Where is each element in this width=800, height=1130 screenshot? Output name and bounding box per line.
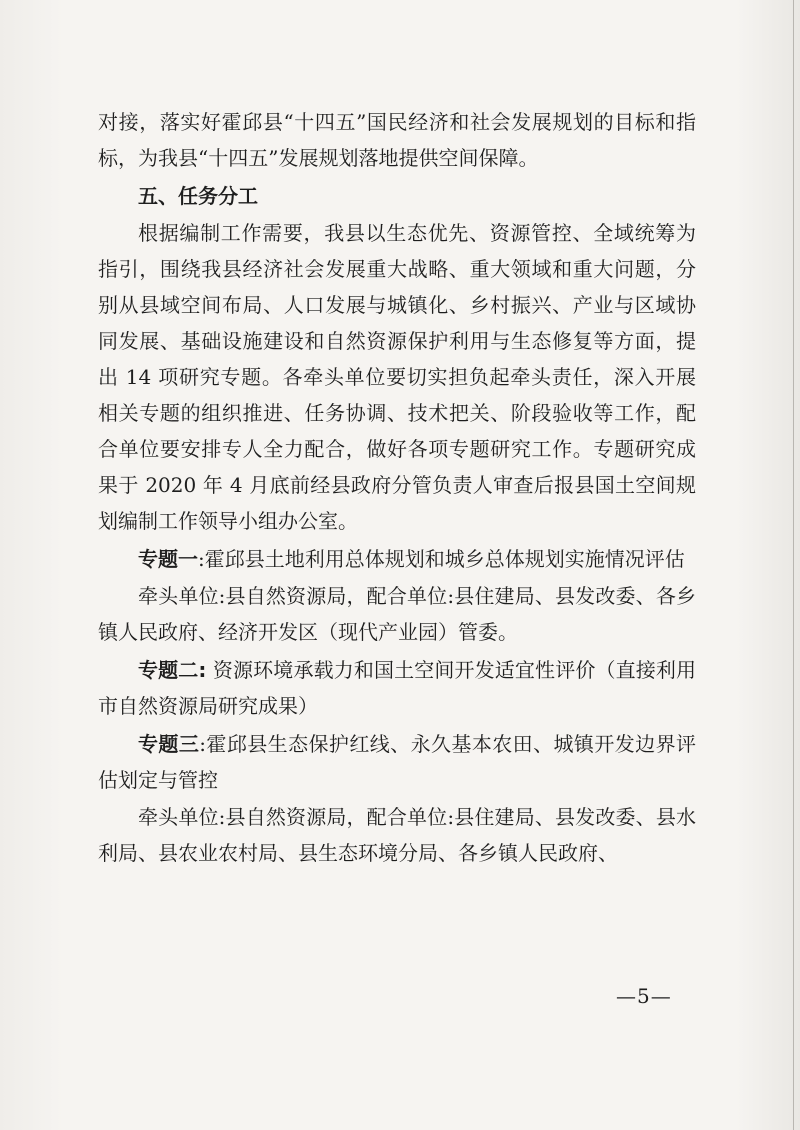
document-body (98, 104, 696, 873)
topic-3-units: 牵头单位:县自然资源局，配合单位:县住建局、县发改委、县水利局、县农业农村局、县生态环境分局、各乡镇人民政府、 (98, 805, 696, 866)
section-heading-task-division: 五、任务分工 (138, 183, 258, 208)
page-number: —5— (616, 984, 672, 1008)
topic-2 (98, 652, 696, 724)
topic-1-units: 牵头单位:县自然资源局，配合单位:县住建局、县发改委、各乡镇人民政府、经济开发区（现代产业园）管委。 (98, 584, 696, 645)
paragraph-task-division: 根据编制工作需要，我县以生态优先、资源管控、全域统筹为指引，围绕我县经济社会发展重大战略、重大领域和重大问题，分别从县域空间布局、人口发展与城镇化、乡村振兴、产业与区域协同发展、基础设施建设和自然资源保护利用与生态修复等方面，提出 14 项研究专题。各牵头单位要切实担负起牵头责任，深入开展相关专题的组织推进、任务协调、技术把关、阶段验收等工作，配合单位要安排专人全力配合，做好各项专题研究工作。专题研究成果于 2020 年 4 月底前经县政府分管负责人审查后报县国土空间规划编制工作领导小组办公室。 (98, 221, 696, 534)
topic-1 (98, 541, 696, 577)
topic-1-label: 专题一 (138, 546, 198, 571)
topic-1-title: :霍邱县土地利用总体规划和城乡总体规划实施情况评估 (198, 546, 685, 571)
page-edge-shadow (793, 0, 794, 1130)
topic-2-label: 专题二: (138, 657, 207, 682)
topic-3-label: 专题三 (138, 731, 200, 756)
topic-2-title: 资源环境承载力和国土空间开发适宜性评价（直接利用市自然资源局研究成果） (98, 657, 696, 718)
paragraph-continuation: 对接，落实好霍邱县“十四五”国民经济和社会发展规划的目标和指标，为我县“十四五”发展规划落地提供空间保障。 (98, 110, 696, 170)
topic-3-title: :霍邱县生态保护红线、永久基本农田、城镇开发边界评估划定与管控 (98, 731, 696, 792)
topic-3 (98, 726, 696, 798)
